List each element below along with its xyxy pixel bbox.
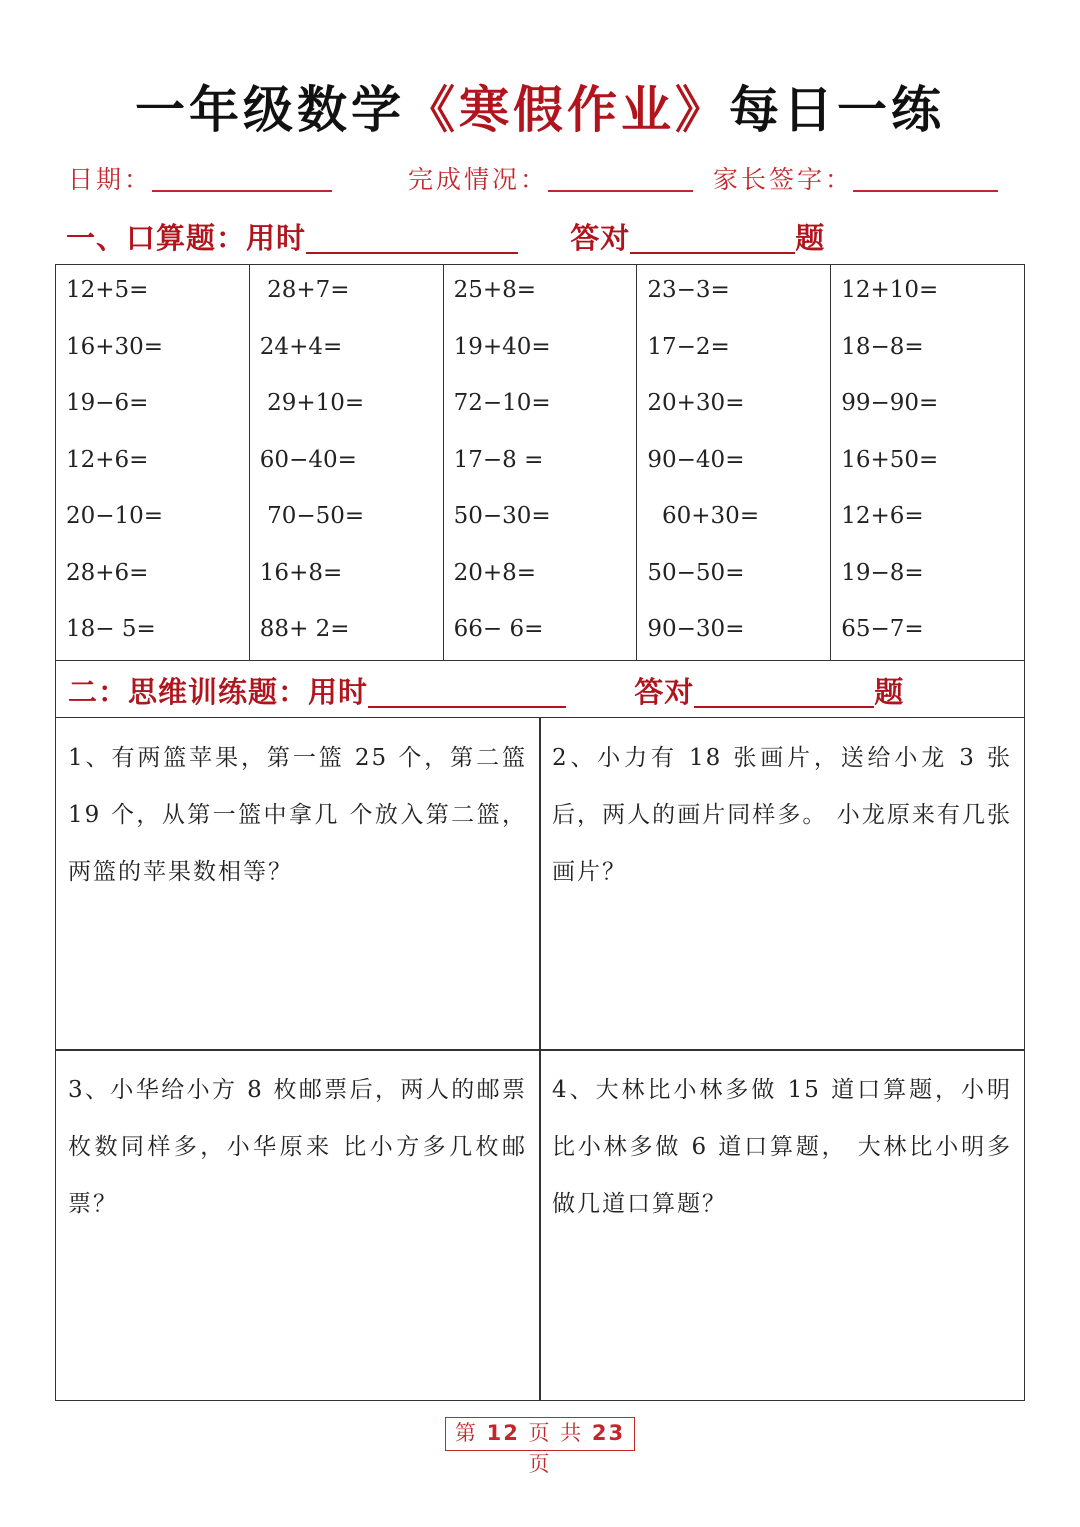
status-blank[interactable] [548,164,693,192]
parent-signature-label: 家长签字： [713,165,854,194]
date-field[interactable] [68,160,332,196]
page-number [445,1417,635,1476]
calc-item[interactable]: 12+6= [841,503,924,529]
calc-item[interactable]: 66− 6= [453,616,544,642]
calc-item[interactable]: 70−50= [259,503,365,529]
calc-item[interactable]: 18−8= [841,333,924,360]
problem-4[interactable]: 4、大林比小林多做 15 道口算题，小明比小林多做 6 道口算题， 大林比小明多做几道口算题？ [552,1077,1012,1217]
section1-heading [66,216,825,257]
section2-title: 二：思维训练题：用时 [68,675,369,709]
title-suffix: 每日一练 [729,81,945,139]
page-number-current: 12 [486,1421,520,1445]
parent-signature-blank[interactable] [853,164,998,192]
page-number-prefix: 第 [454,1421,478,1445]
calc-item[interactable]: 23−3= [647,277,730,303]
section2-time-blank[interactable] [368,676,566,708]
section1-time-blank[interactable] [306,222,518,254]
section2-correct-label: 答对 [634,675,695,709]
problem-3[interactable]: 3、小华给小方 8 枚邮票后，两人的邮票枚数同样多，小华原来 比小方多几枚邮票？ [68,1077,527,1217]
calc-column-5 [831,265,1024,660]
calc-item[interactable]: 60+30= [647,503,760,529]
section2-unit: 题 [874,675,905,709]
calc-item[interactable]: 20−10= [66,503,164,529]
calc-item[interactable]: 50−50= [647,559,745,586]
section2-header-row [55,660,1025,718]
section1-title: 一、口算题：用时 [66,221,307,255]
page-number-total: 23 [591,1421,626,1445]
calc-item[interactable]: 17−8 = [453,446,544,473]
info-row [68,160,1008,200]
calc-item[interactable]: 16+30= [66,333,164,360]
calc-item[interactable]: 25+8= [453,277,537,303]
calc-column-4 [637,265,831,660]
calc-item[interactable]: 90−40= [647,446,745,473]
calc-item[interactable]: 12+10= [841,277,939,303]
calc-item[interactable]: 12+6= [66,446,149,473]
problem-1[interactable]: 1、有两篮苹果，第一篮 25 个，第二篮 19 个，从第一篮中拿几 个放入第二篮，两篮的苹果数相等？ [68,745,527,885]
calc-item[interactable]: 28+7= [259,277,350,303]
calc-item[interactable]: 29+10= [259,390,365,416]
word-problems-grid [55,717,1025,1401]
section1-correct-label: 答对 [570,221,631,255]
status-label: 完成情况： [408,165,549,194]
page-title [0,70,1080,142]
calc-column-1 [56,265,250,660]
calc-item[interactable]: 90−30= [647,616,745,642]
title-highlight: 《寒假作业》 [405,81,729,139]
calc-item[interactable]: 88+ 2= [259,616,350,642]
problem-2[interactable]: 2、小力有 18 张画片，送给小龙 3 张后，两人的画片同样多。 小龙原来有几张画片？ [552,745,1012,885]
calc-item[interactable]: 60−40= [259,446,357,473]
calc-item[interactable]: 72−10= [453,390,551,416]
calc-item[interactable]: 20+8= [453,559,537,586]
section2-correct-blank[interactable] [694,676,874,708]
calc-item[interactable]: 16+50= [841,446,939,473]
page-number-middle: 页 共 [528,1421,584,1445]
calc-item[interactable]: 19+40= [453,333,551,360]
calc-item[interactable]: 50−30= [453,503,551,529]
calc-item[interactable]: 99−90= [841,390,939,416]
parent-signature-field[interactable] [713,160,998,196]
calc-item[interactable]: 19−8= [841,559,924,586]
date-label: 日期： [68,165,153,194]
calc-item[interactable]: 20+30= [647,390,745,416]
calc-column-3 [444,265,638,660]
date-blank[interactable] [152,164,332,192]
calc-item[interactable]: 65−7= [841,616,924,642]
calc-item[interactable]: 12+5= [66,277,149,303]
calc-item[interactable]: 16+8= [259,559,343,586]
calc-item[interactable]: 17−2= [647,333,730,360]
section2-heading [68,670,904,711]
calc-column-2 [250,265,444,660]
section1-correct-blank[interactable] [630,222,795,254]
section1-unit: 题 [795,221,826,255]
page-number-suffix: 页 [528,1452,552,1476]
calc-item[interactable]: 19−6= [66,390,149,416]
calc-item[interactable]: 18− 5= [66,616,156,642]
title-prefix: 一年级数学 [135,81,405,139]
status-field[interactable] [408,160,693,196]
mental-math-grid [55,264,1025,661]
calc-item[interactable]: 24+4= [259,333,343,360]
calc-item[interactable]: 28+6= [66,559,149,586]
